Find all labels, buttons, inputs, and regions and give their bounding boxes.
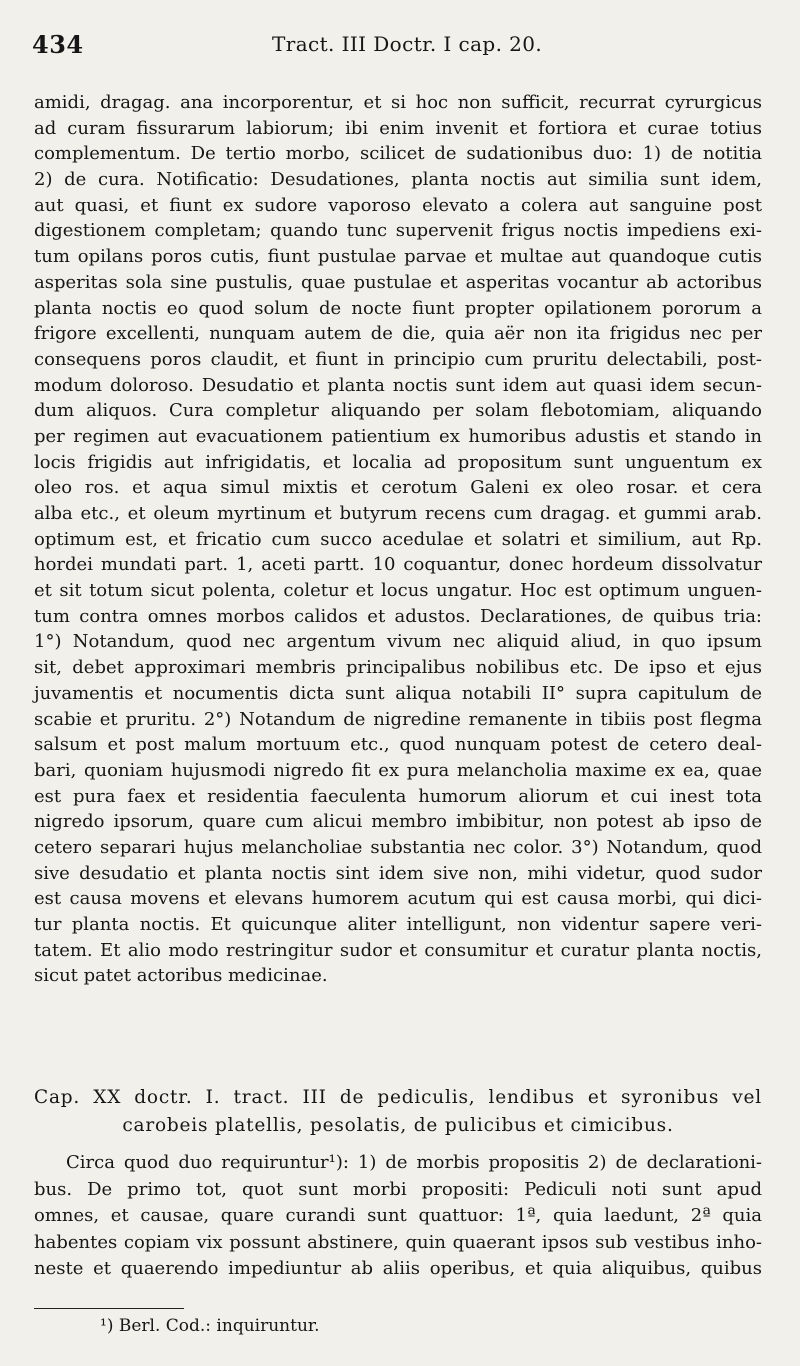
running-head: Tract. III Doctr. I cap. 20. — [272, 32, 543, 56]
text-line: oleo ros. et aqua simul mixtis et cerotum Galeni ex oleo rosar. et cera — [34, 477, 762, 499]
text-line: frigore excellenti, nunquam autem de die, quia aër non ita frigidus nec per — [34, 323, 762, 345]
text-line: juvamentis et nocumentis dicta sunt aliqua notabili II° supra capitulum de — [34, 682, 762, 704]
text-line: tatem. Et alio modo restringitur sudor et consumitur et curatur planta noctis, — [34, 939, 762, 961]
text-line: planta noctis eo quod solum de nocte fiunt propter opilationem pororum a — [34, 297, 762, 319]
text-line: consequens poros claudit, et fiunt in principio cum pruritu delectabili, post- — [34, 348, 762, 370]
chapter-text-block — [34, 1150, 762, 1283]
text-line: 2) de cura. Notificatio: Desudationes, planta noctis aut similia sunt idem, — [34, 169, 762, 191]
text-line: sive desudatio et planta noctis sint idem sive non, mihi videtur, quod sudor — [34, 862, 762, 884]
text-line: neste et quaerendo impediuntur ab aliis operibus, et quia aliquibus, quibus — [34, 1258, 762, 1279]
text-line: tum contra omnes morbos calidos et adustos. Declarationes, de quibus tria: — [34, 605, 762, 627]
text-line: et sit totum sicut polenta, coletur et locus ungatur. Hoc est optimum unguen- — [34, 580, 762, 602]
chapter-heading — [34, 1084, 762, 1140]
text-line: optimum est, et fricatio cum succo acedulae et solatri et similium, aut Rp. — [34, 528, 762, 550]
text-line: hordei mundati part. 1, aceti partt. 10 coquantur, donec hordeum dissolvatur — [34, 554, 762, 576]
text-line: tur planta noctis. Et quicunque aliter intelligunt, non videntur sapere veri- — [34, 914, 762, 935]
text-line: dum aliquos. Cura completur aliquando per solam flebotomiam, aliquando — [34, 400, 762, 422]
text-line: locis frigidis aut infrigidatis, et localia ad propositum sunt unguentum ex — [34, 451, 762, 473]
main-text-block — [34, 90, 762, 989]
text-line: alba etc., et oleum myrtinum et butyrum recens cum dragag. et gummi arab. — [34, 503, 762, 524]
chapter-heading-line: carobeis platellis, pesolatis, de pulicibus et cimicibus. — [122, 1115, 674, 1136]
chapter-heading-line: Cap. XX doctr. I. tract. III de pediculis, lendibus et syronibus vel — [34, 1087, 762, 1108]
text-line: asperitas sola sine pustulis, quae pustulae et asperitas vocantur ab actoribus — [34, 271, 762, 293]
text-line: est causa movens et elevans humorem acutum qui est causa morbi, qui dici- — [34, 888, 762, 910]
text-line: aut quasi, et fiunt ex sudore vaporoso elevato a colera aut sanguine post — [34, 194, 762, 216]
text-line: Circa quod duo requiruntur¹): 1) de morbis propositis 2) de declarationi- — [66, 1152, 762, 1173]
text-line: bari, quoniam hujusmodi nigredo fit ex pura melancholia maxime ex ea, quae — [34, 759, 762, 781]
text-line: omnes, et causae, quare curandi sunt quattuor: 1ª, quia laedunt, 2ª quia — [34, 1205, 762, 1226]
text-line: scabie et pruritu. 2°) Notandum de nigredine remanente in tibiis post flegma — [34, 708, 762, 730]
text-line: bus. De primo tot, quot sunt morbi propositi: Pediculi noti sunt apud — [34, 1178, 762, 1200]
text-line: modum doloroso. Desudatio et planta noctis sunt idem aut quasi idem secun- — [34, 374, 762, 396]
text-line: sicut patet actoribus medicinae. — [34, 965, 328, 987]
text-line: complementum. De tertio morbo, scilicet de sudationibus duo: 1) de notitia — [34, 143, 762, 165]
footnote: ¹) Berl. Cod.: inquiruntur. — [100, 1316, 320, 1336]
text-line: cetero separari hujus melancholiae substantia nec color. 3°) Notandum, quod — [34, 836, 762, 858]
text-line: tum opilans poros cutis, fiunt pustulae parvae et multae aut quandoque cutis — [34, 246, 762, 268]
text-line: ad curam fissurarum labiorum; ibi enim invenit et fortiora et curae totius — [34, 117, 762, 139]
text-line: sit, debet approximari membris principalibus nobilibus etc. De ipso et ejus — [34, 657, 762, 679]
text-line: est pura faex et residentia faeculenta humorum aliorum et cui inest tota — [34, 785, 762, 807]
page-number: 434 — [32, 30, 84, 59]
text-line: per regimen aut evacuationem patientium ex humoribus adustis et stando in — [34, 425, 762, 447]
page-header — [32, 30, 762, 62]
text-line: salsum et post malum mortuum etc., quod nunquam potest de cetero deal- — [34, 734, 762, 756]
text-line: 1°) Notandum, quod nec argentum vivum nec aliquid aliud, in quo ipsum — [34, 631, 762, 653]
text-line: digestionem completam; quando tunc supervenit frigus noctis impediens exi- — [34, 220, 762, 242]
text-line: nigredo ipsorum, quare cum alicui membro imbibitur, non potest ab ipso de — [34, 811, 762, 833]
text-line: amidi, dragag. ana incorporentur, et si hoc non sufficit, recurrat cyrurgicus — [34, 92, 762, 113]
text-line: habentes copiam vix possunt abstinere, quin quaerant ipsos sub vestibus inho- — [34, 1231, 762, 1253]
footnote-rule — [34, 1308, 184, 1309]
